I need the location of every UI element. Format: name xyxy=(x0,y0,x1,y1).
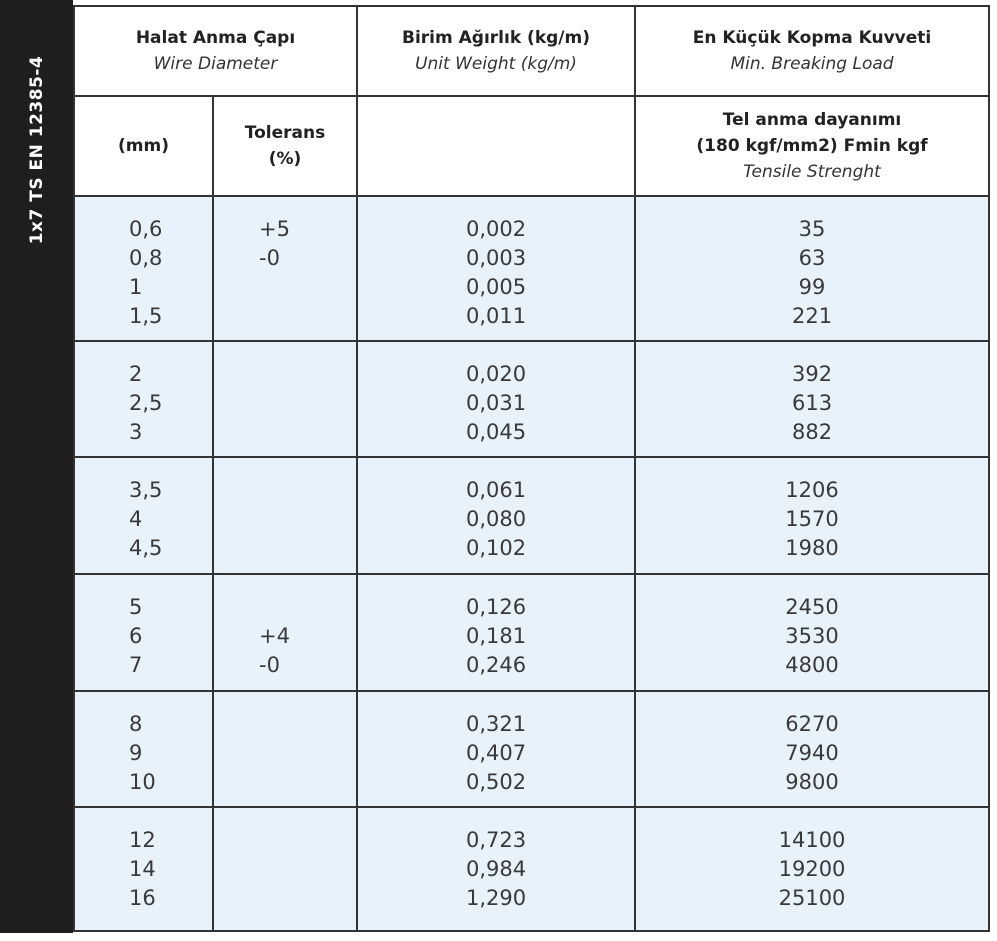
weight-cell xyxy=(357,691,635,807)
header-breaking-subtitle: Min. Breaking Load xyxy=(730,54,894,74)
diameter-cell xyxy=(74,691,213,807)
table-row xyxy=(74,341,989,457)
load-value: 14100 xyxy=(778,828,846,852)
tolerance-value: +4 xyxy=(259,624,290,648)
diameter-cell xyxy=(74,574,213,691)
load-value: 4800 xyxy=(785,653,839,677)
diameter-value: 16 xyxy=(129,886,156,910)
load-value: 221 xyxy=(791,304,833,328)
weight-value: 0,061 xyxy=(465,478,527,502)
diameter-cell xyxy=(74,341,213,457)
weight-cell xyxy=(357,807,635,931)
weight-value: 0,002 xyxy=(465,217,527,241)
table-row xyxy=(74,196,989,341)
load-value: 392 xyxy=(791,362,833,386)
diameter-value: 0,8 xyxy=(129,246,163,270)
header-row-sub xyxy=(74,96,989,196)
header-tensile-subtitle: Tensile Strenght xyxy=(743,162,881,182)
table-row xyxy=(74,457,989,574)
table-row xyxy=(74,807,989,931)
weight-value: 0,005 xyxy=(465,275,527,299)
weight-value: 0,181 xyxy=(465,624,527,648)
tolerance-cell xyxy=(213,574,357,691)
table-row xyxy=(74,691,989,807)
load-cell xyxy=(635,341,989,457)
weight-cell xyxy=(357,341,635,457)
header-diameter-subtitle: Wire Diameter xyxy=(153,54,278,74)
weight-value: 0,011 xyxy=(465,304,527,328)
diameter-value: 4 xyxy=(129,507,143,531)
header-row-main xyxy=(74,6,989,96)
weight-value: 0,020 xyxy=(465,362,527,386)
diameter-value: 3,5 xyxy=(129,478,163,502)
header-breaking-title: En Küçük Kopma Kuvveti xyxy=(692,28,932,48)
header-weight-blank xyxy=(357,96,635,196)
tolerance-value: -0 xyxy=(259,246,280,270)
diameter-value: 2,5 xyxy=(129,391,163,415)
diameter-value: 1,5 xyxy=(129,304,163,328)
header-diameter-title: Halat Anma Çapı xyxy=(135,28,296,48)
diameter-value: 5 xyxy=(129,595,143,619)
header-tolerance-line2: (%) xyxy=(268,149,302,169)
weight-value: 0,502 xyxy=(465,770,527,794)
load-cell xyxy=(635,574,989,691)
tolerance-value: +5 xyxy=(259,217,290,241)
header-breaking xyxy=(635,6,989,96)
wire-rope-spec-table xyxy=(73,5,990,932)
diameter-value: 2 xyxy=(129,362,143,386)
weight-value: 0,126 xyxy=(465,595,527,619)
diameter-value: 7 xyxy=(129,653,143,677)
load-value: 99 xyxy=(798,275,826,299)
diameter-value: 0,6 xyxy=(129,217,163,241)
diameter-value: 8 xyxy=(129,712,143,736)
header-weight-subtitle: Unit Weight (kg/m) xyxy=(415,54,577,74)
load-value: 1206 xyxy=(785,478,839,502)
header-tolerance xyxy=(213,96,357,196)
standard-label: 1x7 TS EN 12385-4 xyxy=(27,55,47,245)
load-value: 7940 xyxy=(785,741,839,765)
load-cell xyxy=(635,691,989,807)
diameter-cell xyxy=(74,807,213,931)
load-cell xyxy=(635,457,989,574)
weight-value: 1,290 xyxy=(465,886,527,910)
load-value: 63 xyxy=(798,246,826,270)
header-diameter xyxy=(74,6,357,96)
header-mm-label: (mm) xyxy=(118,136,169,156)
weight-value: 0,080 xyxy=(465,507,527,531)
weight-value: 0,102 xyxy=(465,536,527,560)
header-weight xyxy=(357,6,635,96)
load-value: 1980 xyxy=(785,536,839,560)
load-value: 882 xyxy=(791,420,833,444)
load-value: 2450 xyxy=(785,595,839,619)
header-tensile xyxy=(635,96,989,196)
tolerance-cell xyxy=(213,807,357,931)
weight-value: 0,003 xyxy=(465,246,527,270)
diameter-value: 4,5 xyxy=(129,536,163,560)
diameter-value: 6 xyxy=(129,624,143,648)
load-value: 19200 xyxy=(778,857,846,881)
tolerance-cell xyxy=(213,691,357,807)
diameter-value: 12 xyxy=(129,828,156,852)
tolerance-cell xyxy=(213,341,357,457)
diameter-value: 14 xyxy=(129,857,156,881)
tolerance-cell xyxy=(213,457,357,574)
load-value: 3530 xyxy=(785,624,839,648)
weight-value: 0,321 xyxy=(465,712,527,736)
weight-value: 0,407 xyxy=(465,741,527,765)
load-value: 613 xyxy=(791,391,833,415)
diameter-cell xyxy=(74,457,213,574)
diameter-value: 3 xyxy=(129,420,143,444)
diameter-value: 10 xyxy=(129,770,156,794)
load-value: 6270 xyxy=(785,712,839,736)
weight-cell xyxy=(357,196,635,341)
tolerance-cell xyxy=(213,196,357,341)
header-tolerance-line1: Tolerans xyxy=(244,123,326,143)
header-tensile-line1: Tel anma dayanımı xyxy=(722,110,902,130)
diameter-value: 1 xyxy=(129,275,143,299)
header-mm xyxy=(74,96,213,196)
weight-value: 0,723 xyxy=(465,828,527,852)
weight-value: 0,246 xyxy=(465,653,527,677)
load-cell xyxy=(635,196,989,341)
diameter-value: 9 xyxy=(129,741,143,765)
header-weight-title: Birim Ağırlık (kg/m) xyxy=(402,28,590,48)
load-value: 9800 xyxy=(785,770,839,794)
weight-value: 0,045 xyxy=(465,420,527,444)
load-value: 35 xyxy=(798,217,826,241)
header-tensile-line2: (180 kgf/mm2) Fmin kgf xyxy=(696,136,928,156)
weight-value: 0,984 xyxy=(465,857,527,881)
load-value: 25100 xyxy=(778,886,846,910)
load-value: 1570 xyxy=(785,507,839,531)
diameter-cell xyxy=(74,196,213,341)
tolerance-value: -0 xyxy=(259,653,280,677)
side-bar xyxy=(0,0,73,933)
table-row xyxy=(74,574,989,691)
weight-value: 0,031 xyxy=(465,391,527,415)
weight-cell xyxy=(357,574,635,691)
weight-cell xyxy=(357,457,635,574)
load-cell xyxy=(635,807,989,931)
